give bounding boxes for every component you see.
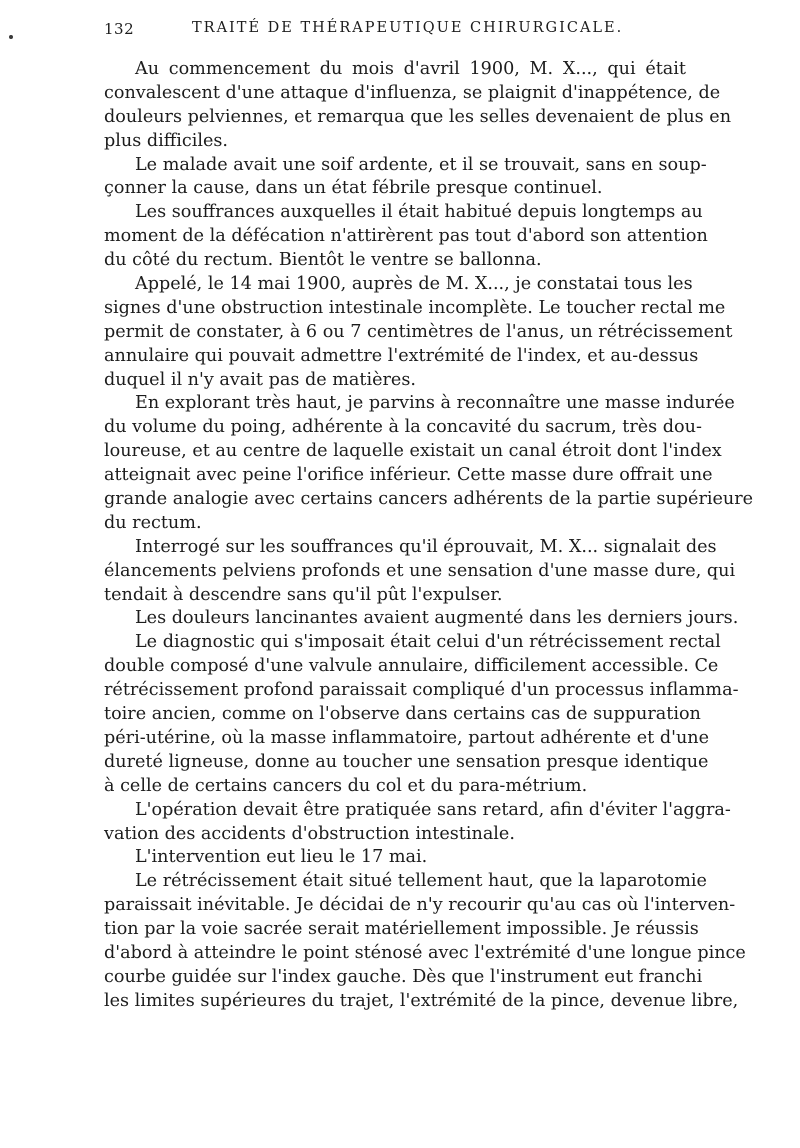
text-line: vation des accidents d'obstruction intestinale. (104, 823, 515, 844)
text-line: signes d'une obstruction intestinale incomplète. Le toucher rectal me (104, 297, 726, 318)
text-line: élancements pelviens profonds et une sensation d'une masse dure, qui (104, 560, 736, 581)
text-line: convalescent d'une attaque d'influenza, se plaignit d'inappétence, de (104, 82, 721, 103)
print-speck (9, 35, 13, 39)
text-line: grande analogie avec certains cancers adhérents de la partie supérieure (104, 489, 754, 510)
text-line: douleurs pelviennes, et remarqua que les selles devenaient de plus en (104, 106, 732, 127)
text-line: L'opération devait être pratiquée sans retard, afin d'éviter l'aggra- (135, 799, 731, 820)
text-line: Les douleurs lancinantes avaient augmenté dans les derniers jours. (135, 608, 739, 629)
text-line: tion par la voie sacrée serait matériellement impossible. Je réussis (104, 919, 699, 940)
text-line: du côté du rectum. Bientôt le ventre se ballonna. (104, 250, 542, 271)
text-line: du rectum. (104, 512, 202, 533)
text-line: çonner la cause, dans un état fébrile presque continuel. (104, 178, 603, 199)
text-line: Le diagnostic qui s'imposait était celui d'un rétrécissement rectal (135, 632, 721, 653)
body-text (104, 58, 754, 1014)
text-line: atteignait avec peine l'orifice inférieur. Cette masse dure offrait une (104, 465, 713, 486)
text-line: permit de constater, à 6 ou 7 centimètres de l'anus, un rétrécissement (104, 321, 733, 342)
text-line: annulaire qui pouvait admettre l'extrémité de l'index, et au-dessus (104, 345, 699, 366)
running-head (104, 20, 686, 44)
text-line: du volume du poing, adhérente à la concavité du sacrum, très dou- (104, 417, 702, 438)
text-line: d'abord à atteindre le point sténosé avec l'extrémité d'une longue pince (104, 942, 746, 963)
running-title: TRAITÉ DE THÉRAPEUTIQUE CHIRURGICALE. (192, 20, 624, 36)
text-line: double composé d'une valvule annulaire, difficilement accessible. Ce (104, 656, 719, 677)
text-line: péri-utérine, où la masse inflammatoire, partout adhérente et d'une (104, 727, 710, 748)
text-line: paraissait inévitable. Je décidai de n'y recourir qu'au cas où l'interven- (104, 895, 736, 916)
text-line: à celle de certains cancers du col et du para-métrium. (104, 775, 588, 796)
text-line: duquel il n'y avait pas de matières. (104, 369, 416, 390)
text-line: En explorant très haut, je parvins à reconnaître une masse indurée (135, 393, 735, 414)
text-line: toire ancien, comme on l'observe dans certains cas de suppuration (104, 704, 701, 725)
page-number: 132 (104, 20, 135, 38)
text-line: loureuse, et au centre de laquelle existait un canal étroit dont l'index (104, 441, 722, 462)
text-line: courbe guidée sur l'index gauche. Dès que l'instrument eut franchi (104, 966, 703, 987)
text-line: L'intervention eut lieu le 17 mai. (135, 847, 428, 868)
text-line: moment de la défécation n'attirèrent pas tout d'abord son attention (104, 226, 708, 247)
text-line: Les souffrances auxquelles il était habitué depuis longtemps au (135, 202, 703, 223)
text-line: plus difficiles. (104, 130, 228, 151)
text-line: Appelé, le 14 mai 1900, auprès de M. X..., je constatai tous les (135, 274, 693, 295)
text-line: Au commencement du mois d'avril 1900, M. X..., qui était (135, 59, 686, 79)
text-line: Le malade avait une soif ardente, et il se trouvait, sans en soup- (135, 154, 707, 175)
text-line: dureté ligneuse, donne au toucher une sensation presque identique (104, 751, 709, 772)
text-line: tendait à descendre sans qu'il pût l'expulser. (104, 584, 503, 605)
text-line: Le rétrécissement était situé tellement haut, que la laparotomie (135, 871, 707, 892)
text-line: rétrécissement profond paraissait compliqué d'un processus inflamma- (104, 680, 739, 701)
text-line: les limites supérieures du trajet, l'extrémité de la pince, devenue libre, (104, 990, 739, 1011)
text-line: Interrogé sur les souffrances qu'il éprouvait, M. X... signalait des (135, 536, 717, 557)
